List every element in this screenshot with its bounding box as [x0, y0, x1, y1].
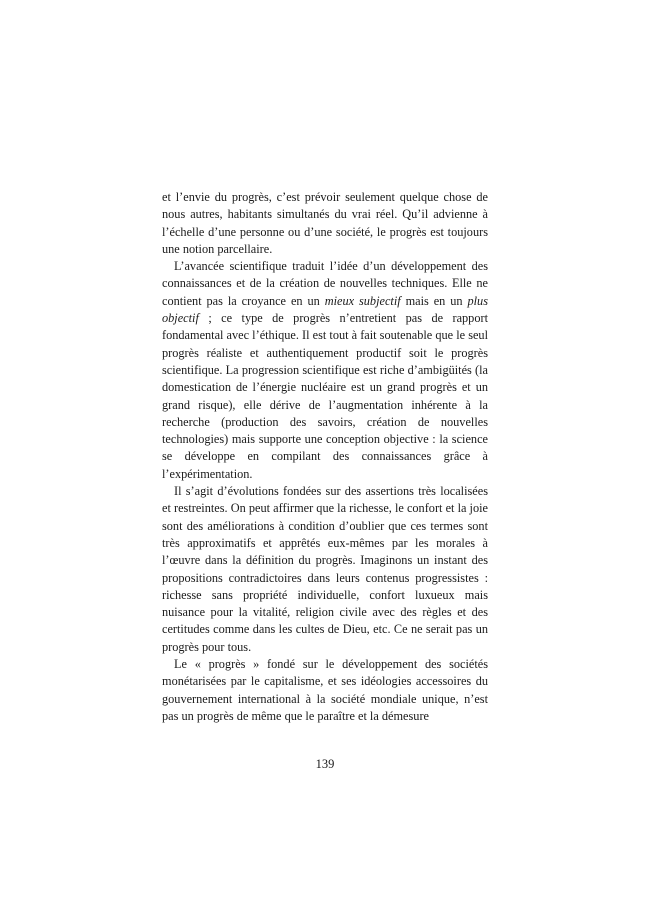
- paragraph-2-part-b: mais en un: [400, 293, 468, 308]
- page-number: 139: [315, 757, 335, 771]
- paragraph-2-part-c: ; ce type de progrès n’entretient pas de rapport fondamental avec l’éthique. Il est tout à fait soutenable que le seul progrès réaliste et authentiquement productif soit le progrès scientifique. La progression scientifique est riche d’ambigüités (la domestication de l’énergie nucléaire est un grand progrès et un grand risque), elle dérive de l’augmentation inhérente à la recherche (production des savoirs, création de nouvelles technologies) mais supporte une conception objective : la science se développe en compilant des connaissances grâce à l’expérimentation.: [162, 311, 488, 481]
- body-text: [162, 189, 488, 725]
- paragraph-4: Le « progrès » fondé sur le développement des sociétés monétarisées par le capitalisme, et ses idéologies accessoires du gouvernement international à la société mondiale unique, n’est pas un progrès de même que le paraître et la démesure: [162, 657, 488, 723]
- paragraph-2-part-a: L’avancée scientifique traduit l’idée d’un développement des connaissances et de la création de nouvelles techniques. Elle ne contient pas la croyance en un: [162, 259, 488, 308]
- paragraph-1: et l’envie du progrès, c’est prévoir seulement quelque chose de nous autres, habitants simultanés du vrai réel. Qu’il advienne à l’échelle d’une personne ou d’une société, le progrès est toujours une notion parcellaire.: [162, 190, 488, 256]
- paragraph-3: Il s’agit d’évolutions fondées sur des assertions très localisées et restreintes. On peut affirmer que la richesse, le confort et la joie sont des améliorations à condition d’oublier que ces termes sont très approximatifs et apprêtés eux-mêmes par les morales à l’œuvre dans la définition du progrès. Imaginons un instant des propositions contradictoires dans leurs contenus progressistes : richesse sans propriété individuelle, confort luxueux mais nuisance pour la vitalité, religion civile avec des règles et des certitudes comme dans les cultes de Dieu, etc. Ce ne serait pas un progrès pour tous.: [162, 484, 488, 654]
- emphasis-mieux-subjectif: mieux subjectif: [324, 293, 401, 308]
- paragraph-2: [162, 258, 488, 483]
- emphasis-plus-objectif: plus objectif: [162, 293, 488, 326]
